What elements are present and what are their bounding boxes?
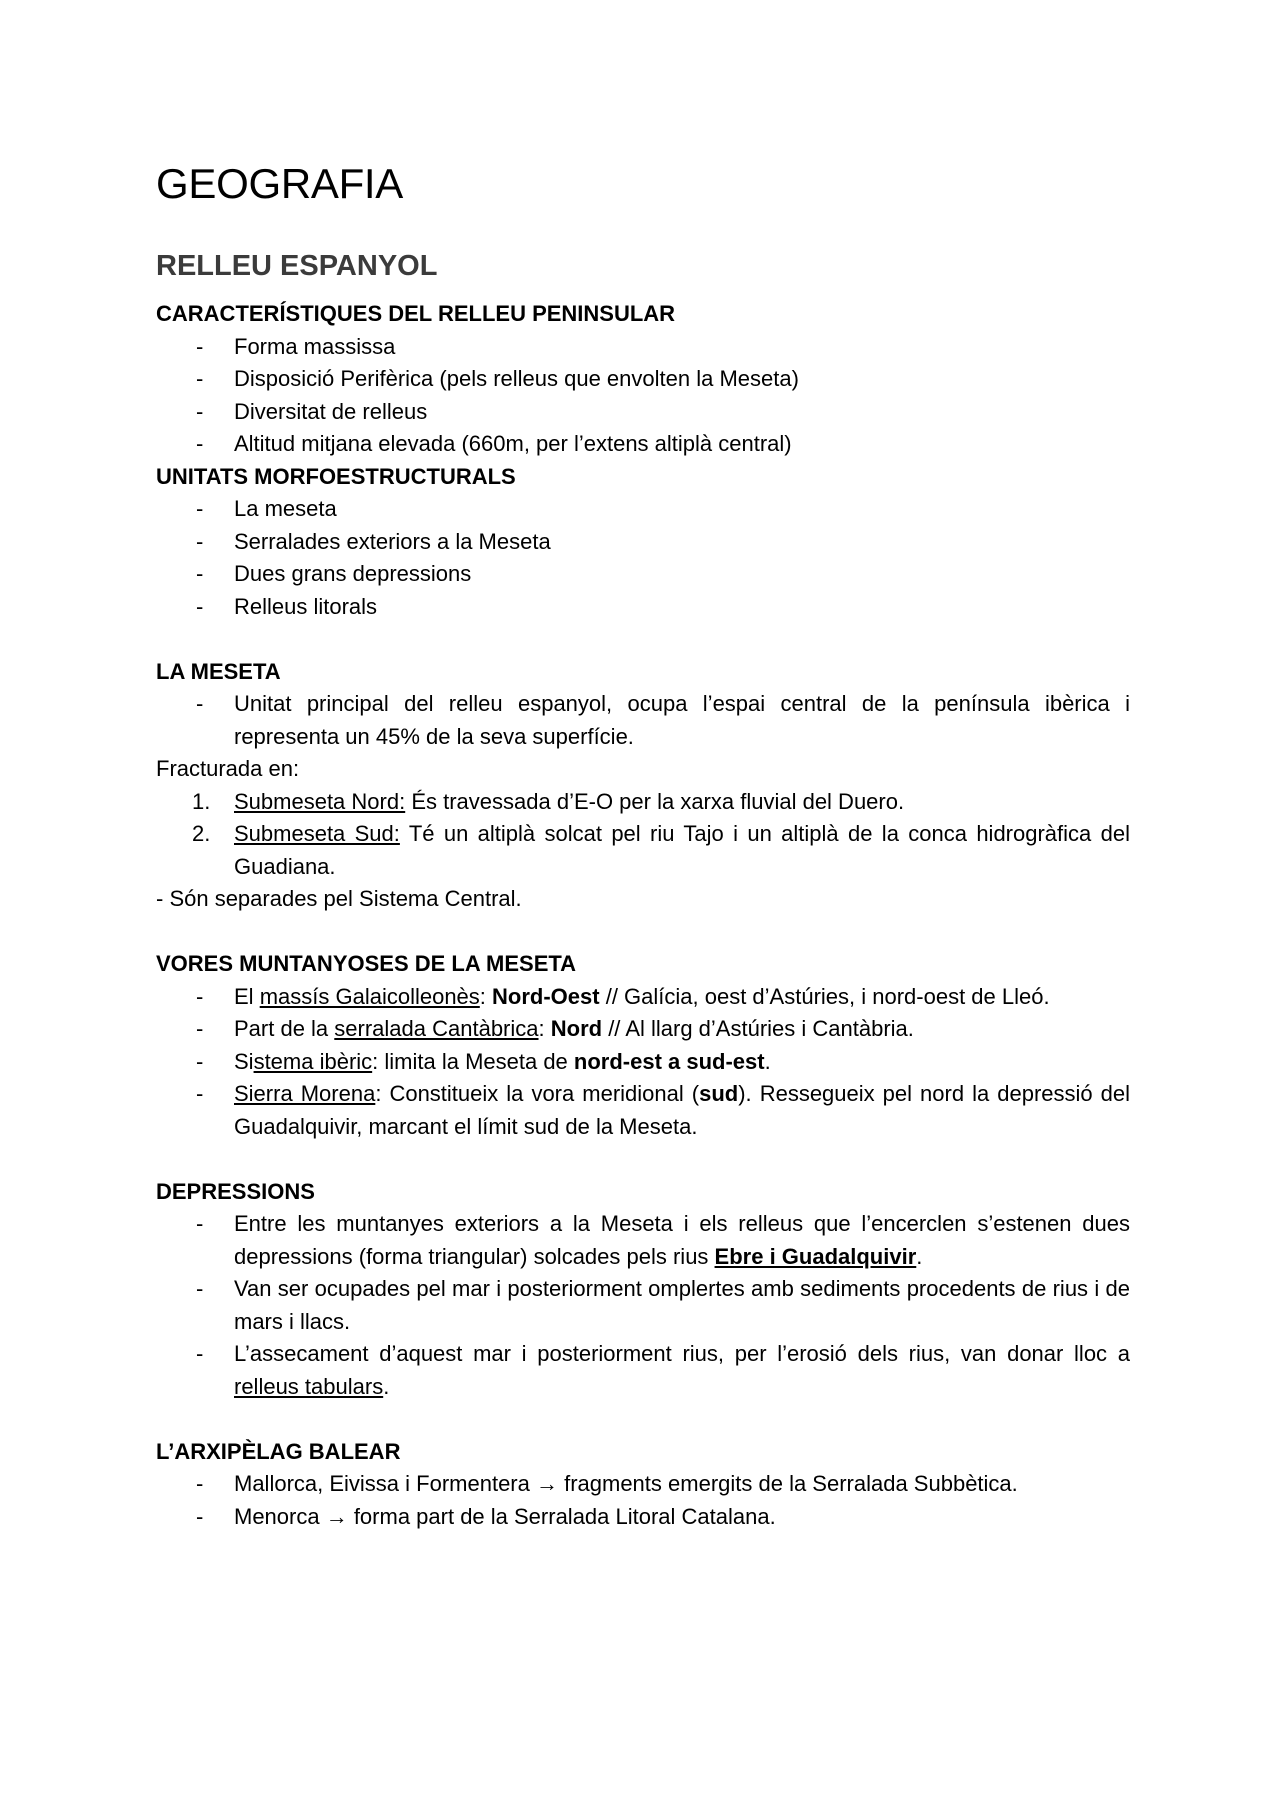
list-item: [156, 1013, 1130, 1046]
text: // Galícia, oest d’Astúries, i nord-oest de Lleó.: [599, 983, 1050, 1009]
item-number: 2.: [192, 821, 211, 846]
section-title-relleu-espanyol: RELLEU ESPANYOL: [156, 250, 438, 282]
text: .: [764, 1048, 771, 1074]
list-item: [156, 818, 1130, 883]
list-balear: [156, 1468, 1130, 1533]
text: Si: [234, 1048, 254, 1074]
heading-depressions: DEPRESSIONS: [156, 1178, 315, 1204]
list-item: [156, 1078, 1130, 1143]
list-item: - Relleus litorals: [156, 591, 1130, 624]
list-item: - Diversitat de relleus: [156, 396, 1130, 429]
term-submeseta-nord: Submeseta Nord:: [234, 788, 406, 814]
text: El: [234, 983, 260, 1009]
text: .: [916, 1243, 923, 1269]
list-item: - La meseta: [156, 493, 1130, 526]
heading-caracteristiques: CARACTERÍSTIQUES DEL RELLEU PENINSULAR: [156, 301, 676, 326]
text: :: [538, 1016, 551, 1041]
item-number: 1.: [192, 788, 211, 814]
list-meseta: [156, 688, 1130, 753]
text: :: [479, 983, 493, 1009]
list-item: - Serralades exteriors a la Meseta: [156, 526, 1130, 559]
list-item: [156, 1208, 1130, 1273]
direction: Nord: [550, 1016, 603, 1041]
heading-meseta: LA MESETA: [156, 658, 281, 684]
list-vores: [156, 981, 1130, 1144]
term-ebre-guadalquivir: Ebre i Guadalquivir: [714, 1243, 917, 1269]
direction: sud: [699, 1081, 739, 1106]
term-submeseta-sud: Submeseta Sud:: [234, 821, 400, 846]
heading-vores: VORES MUNTANYOSES DE LA MESETA: [156, 951, 577, 976]
text: L’assecament d’aquest mar i posteriorment rius, per l’erosió dels rius, van donar lloc a: [234, 1341, 1130, 1366]
text: : limita la Meseta de: [372, 1048, 574, 1074]
term-galaicolleones: massís Galaicolleonès: [259, 983, 480, 1009]
list-item: [156, 1338, 1130, 1403]
heading-balear: L’ARXIPÈLAG BALEAR: [156, 1438, 401, 1464]
item-text: Té un altiplà solcat pel riu Tajo i un altiplà de la conca hidrogràfica del Guadiana.: [234, 821, 1130, 879]
document-title: GEOGRAFIA: [156, 160, 404, 207]
direction: nord-est a sud-est: [573, 1048, 765, 1074]
list-item: - Menorca → forma part de la Serralada Litoral Catalana.: [156, 1501, 1130, 1534]
list-item: [156, 786, 1130, 819]
direction: Nord-Oest: [492, 983, 600, 1009]
text: : Constitueix la vora meridional (: [375, 1081, 700, 1106]
text: // Al llarg d’Astúries i Cantàbria.: [602, 1016, 914, 1041]
list-item: - Unitat principal del relleu espanyol, ocupa l’espai central de la península ibèrica i representa un 45% de la seva superfície.: [156, 688, 1130, 753]
list-item: [156, 981, 1130, 1014]
term-cantabrica: serralada Cantàbrica: [334, 1016, 539, 1041]
text: Part de la: [234, 1016, 335, 1041]
term-sierra-morena: Sierra Morena: [234, 1081, 376, 1106]
list-item: - Forma massissa: [156, 331, 1130, 364]
item-text: És travessada d’E-O per la xarxa fluvial del Duero.: [405, 788, 905, 814]
document-page: [156, 0, 1130, 1810]
list-unitats: [156, 493, 1130, 623]
list-item: - Altitud mitjana elevada (660m, per l’extens altiplà central): [156, 428, 1130, 461]
list-caracteristiques: [156, 331, 1130, 461]
heading-unitats: UNITATS MORFOESTRUCTURALS: [156, 463, 516, 489]
text: .: [383, 1373, 390, 1399]
term-sistema-iberic: stema ibèric: [253, 1048, 373, 1074]
list-submesetes: [156, 786, 1130, 884]
list-item: - Mallorca, Eivissa i Formentera → fragments emergits de la Serralada Subbètica.: [156, 1468, 1130, 1501]
list-item: [156, 1046, 1130, 1079]
separades-note: - Són separades pel Sistema Central.: [156, 886, 522, 911]
text: ). Ressegueix pel nord la depressió del Guadalquivir, marcant el límit sud de la Meseta.: [234, 1081, 1131, 1139]
fracturada-label: Fracturada en:: [156, 756, 300, 781]
text: Entre les muntanyes exteriors a la Meseta i els relleus que l’encerclen s’estenen dues depressions (forma triangular) solcades pels rius: [234, 1211, 1130, 1269]
list-depressions: [156, 1208, 1130, 1403]
list-item: - Dues grans depressions: [156, 558, 1130, 591]
list-item: - Van ser ocupades pel mar i posteriorment omplertes amb sediments procedents de rius i de mars i llacs.: [156, 1273, 1130, 1338]
list-item: - Disposició Perifèrica (pels relleus que envolten la Meseta): [156, 363, 1130, 396]
document-body: [156, 298, 1130, 1533]
term-relleus-tabulars: relleus tabulars: [234, 1373, 384, 1399]
